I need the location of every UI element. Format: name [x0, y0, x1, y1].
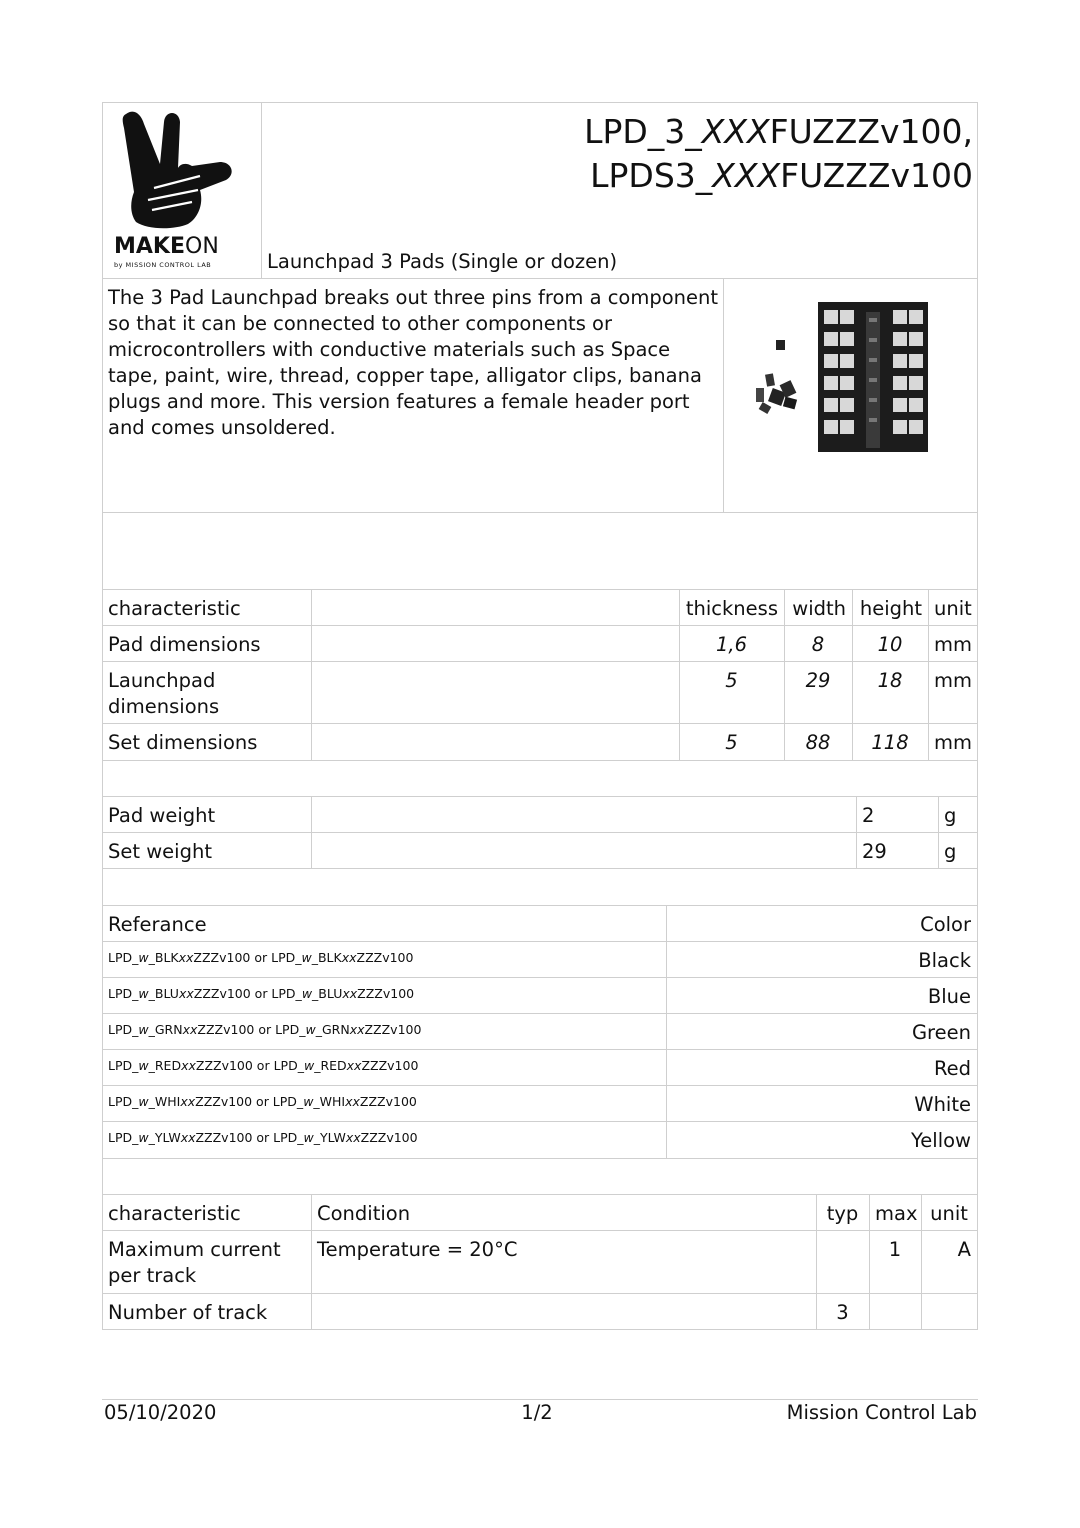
dim-row-unit: mm — [934, 633, 972, 656]
product-description: The 3 Pad Launchpad breaks out three pins from a component so that it can be connected to other components or microcontrollers with conductive materials such as Space tape, paint, wire, thread, copper tape, alligator clips, banana plugs and more. This version features a female header port and comes unsoldered. — [108, 286, 719, 439]
logo-brand-rest: ON — [185, 234, 219, 259]
logo-tagline: by MISSION CONTROL LAB — [114, 261, 212, 269]
elec-header-characteristic: characteristic — [108, 1202, 241, 1225]
dim-row-width: 88 — [805, 731, 831, 754]
ref-color: Green — [911, 1021, 971, 1044]
ref-color: Yellow — [910, 1129, 971, 1152]
dim-row-unit: mm — [934, 669, 972, 692]
dim-header-thickness: thickness — [685, 597, 778, 620]
dim-row-thickness: 1,6 — [715, 633, 747, 656]
hand-gesture-icon — [108, 104, 256, 232]
dim-row-unit: mm — [934, 731, 972, 754]
elec-row-typ — [816, 1231, 869, 1237]
document-subtitle: Launchpad 3 Pads (Single or dozen) — [267, 250, 618, 273]
elec-row-condition: Temperature = 20°C — [317, 1238, 518, 1261]
dim-header-height: height — [859, 597, 922, 620]
dim-header-unit: unit — [934, 597, 972, 620]
ref-color: Blue — [927, 985, 971, 1008]
dim-row-thickness: 5 — [725, 731, 738, 754]
weight-unit: g — [944, 840, 957, 863]
footer-page-number: 1/2 — [521, 1401, 553, 1424]
dim-row-label: Pad dimensions — [108, 633, 261, 656]
ref-code: LPD_w_REDxxZZZv100 or LPD_w_REDxxZZZv100 — [108, 1058, 419, 1073]
dim-header-width: width — [792, 597, 846, 620]
title-line-1: LPD_3_XXXFUZZZv100, — [584, 112, 973, 151]
weight-label: Pad weight — [108, 804, 216, 827]
elec-row-label: Number of track — [108, 1301, 268, 1324]
title-line-2: LPDS3_XXXFUZZZv100 — [590, 156, 973, 195]
dim-row-label: Launchpad dimensions — [108, 669, 220, 718]
dim-row-width: 8 — [811, 633, 825, 656]
elec-header-max: max — [875, 1202, 918, 1225]
weight-value: 2 — [862, 804, 875, 827]
dim-row-thickness: 5 — [725, 669, 738, 692]
ref-code: LPD_w_YLWxxZZZv100 or LPD_w_YLWxxZZZv100 — [108, 1130, 418, 1145]
footer-date: 05/10/2020 — [104, 1401, 217, 1424]
elec-row-max: 1 — [888, 1238, 902, 1261]
elec-row-typ: 3 — [836, 1301, 849, 1324]
document-title — [262, 110, 973, 198]
product-photo — [748, 298, 938, 458]
elec-row-unit — [921, 1294, 977, 1300]
ref-header-reference: Referance — [108, 913, 207, 936]
ref-code: LPD_w_BLUxxZZZv100 or LPD_w_BLUxxZZZv100 — [108, 986, 415, 1001]
elec-row-max — [869, 1294, 921, 1300]
ref-header-color: Color — [920, 913, 971, 936]
weight-label: Set weight — [108, 840, 212, 863]
ref-color: Black — [918, 949, 971, 972]
dim-row-height: 118 — [871, 731, 909, 754]
ref-color: Red — [933, 1057, 971, 1080]
ref-code: LPD_w_WHIxxZZZv100 or LPD_w_WHIxxZZZv100 — [108, 1094, 417, 1109]
elec-row-label: Maximum current per track — [108, 1238, 281, 1287]
ref-code: LPD_w_GRNxxZZZv100 or LPD_w_GRNxxZZZv100 — [108, 1022, 422, 1037]
weight-value: 29 — [862, 840, 887, 863]
elec-header-condition: Condition — [317, 1202, 411, 1225]
dim-header-characteristic: characteristic — [108, 597, 241, 620]
logo-brand-bold: MAKE — [114, 234, 185, 259]
weight-unit: g — [944, 804, 957, 827]
footer-company: Mission Control Lab — [786, 1401, 977, 1424]
elec-header-typ: typ — [826, 1202, 859, 1225]
makeon-logo — [108, 104, 256, 274]
ref-code: LPD_w_BLKxxZZZv100 or LPD_w_BLKxxZZZv100 — [108, 950, 414, 965]
ref-color: White — [914, 1093, 971, 1116]
dim-row-height: 10 — [877, 633, 903, 656]
elec-row-condition — [311, 1294, 816, 1300]
dim-row-height: 18 — [877, 669, 903, 692]
dim-row-label: Set dimensions — [108, 731, 258, 754]
dim-row-width: 29 — [805, 669, 831, 692]
elec-row-unit: A — [957, 1238, 971, 1261]
elec-header-unit: unit — [930, 1202, 968, 1225]
